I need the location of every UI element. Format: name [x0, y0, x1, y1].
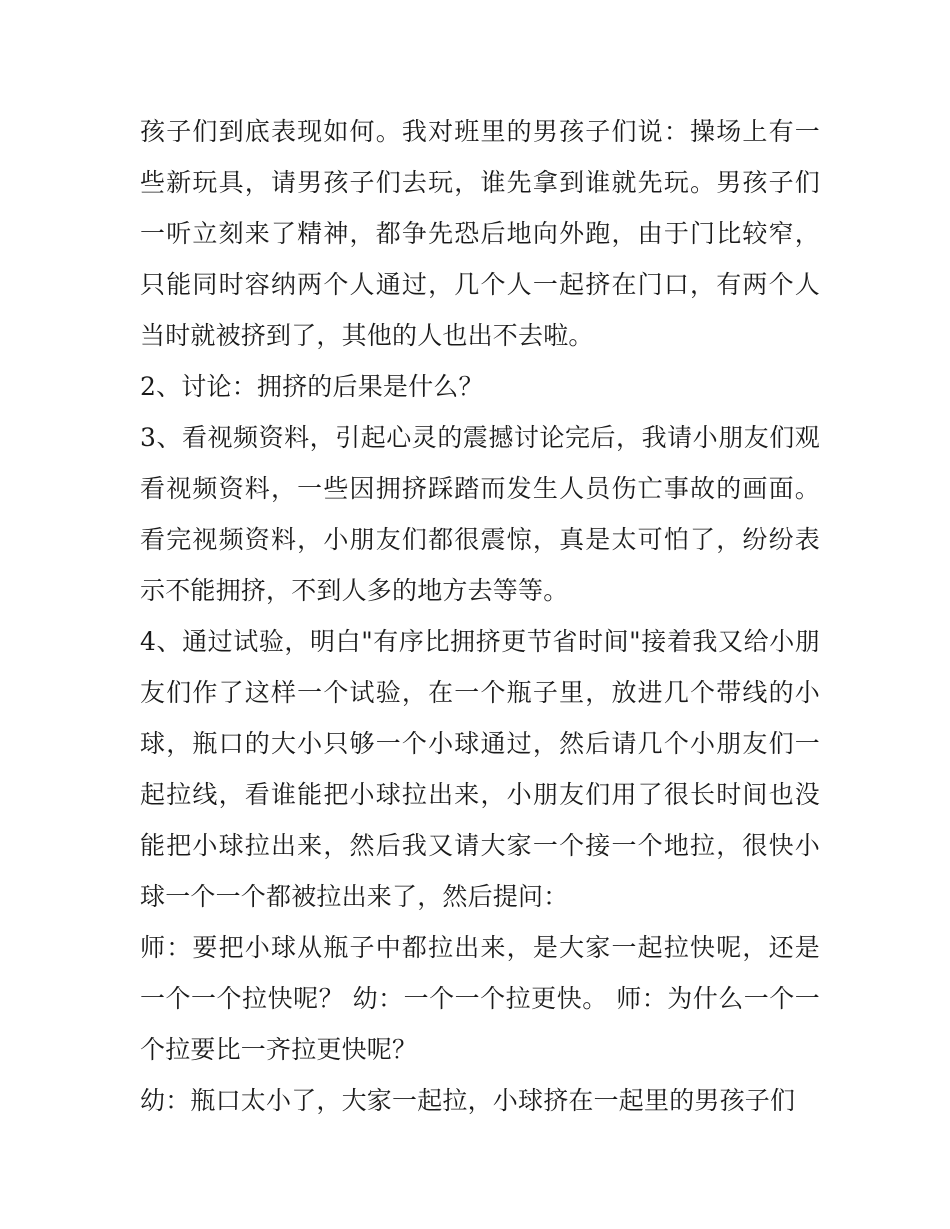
document-body — [140, 106, 820, 1126]
paragraph-discussion: 2、讨论：拥挤的后果是什么？ — [140, 372, 484, 401]
paragraph-boys-playground: 孩子们到底表现如何。我对班里的男孩子们说：操场上有一些新玩具，请男孩子们去玩，谁先拿到谁就先玩。男孩子们一听立刻来了精神，都争先恐后地向外跑，由于门比较窄，只能同时容纳两个人通过，几个人一起挤在门口，有两个人当时就被挤到了，其他的人也出不去啦。 — [140, 117, 820, 350]
paragraph-video: 3、看视频资料，引起心灵的震撼讨论完后，我请小朋友们观看视频资料，一些因拥挤踩踏而发生人员伤亡事故的画面。看完视频资料，小朋友们都很震惊，真是太可怕了，纷纷表示不能拥挤，不到人多的地方去等等。 — [140, 423, 820, 605]
paragraph-experiment: 4、通过试验，明白"有序比拥挤更节省时间"接着我又给小朋友们作了这样一个试验，在一个瓶子里，放进几个带线的小球，瓶口的大小只够一个小球通过，然后请几个小朋友们一起拉线，看谁能把小球拉出来，小朋友们用了很长时间也没能把小球拉出来，然后我又请大家一个接一个地拉，很快小球一个一个都被拉出来了，然后提问： — [140, 627, 820, 911]
paragraph-child-answer: 幼：瓶口太小了，大家一起拉，小球挤在一起里的男孩子们 — [140, 1086, 796, 1115]
paragraph-teacher-question: 师：要把小球从瓶子中都拉出来，是大家一起拉快呢，还是一个一个拉快呢？ 幼：一个一个拉更快。 师：为什么一个一个拉要比一齐拉更快呢？ — [140, 933, 820, 1064]
